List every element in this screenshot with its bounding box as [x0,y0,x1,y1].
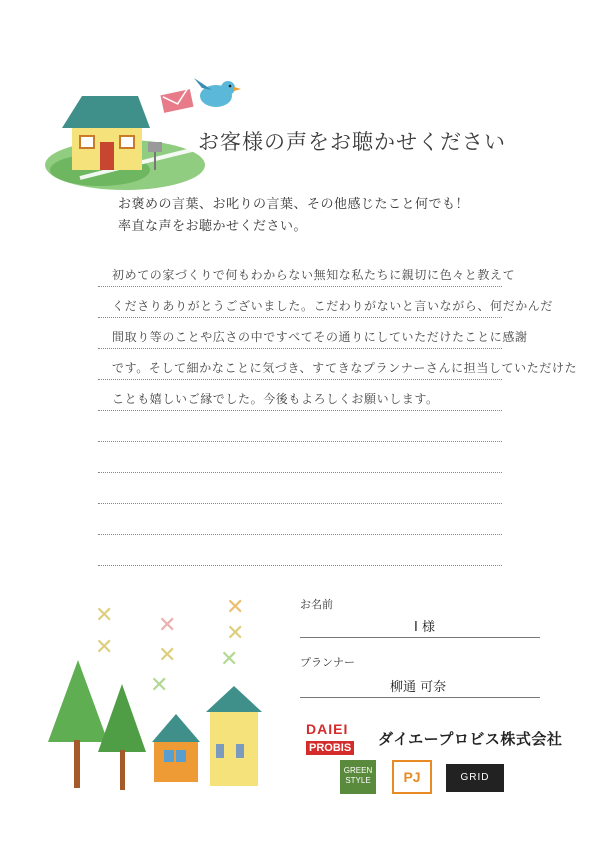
name-underline [300,637,540,638]
rule-line [98,472,502,473]
green-style-line2: STYLE [345,776,371,785]
grid-badge [446,764,504,792]
svg-text:✕: ✕ [220,647,239,672]
svg-text:✕: ✕ [95,603,114,628]
planner-underline [300,697,540,698]
logo-bottom: PROBIS [306,741,354,755]
svg-text:✕: ✕ [95,635,114,660]
bird-icon [192,72,242,112]
rule-line [98,410,502,411]
planner-label: プランナー [300,656,355,669]
svg-text:✕: ✕ [226,621,245,646]
rule-line [98,565,502,566]
svg-text:✕: ✕ [158,613,177,638]
company-name: ダイエープロビス株式会社 [378,730,563,748]
customer-name: I 様 [414,620,435,635]
pj-badge [392,760,432,794]
message-line-1: 初めての家づくりで何もわからない無知な私たちに親切に色々と教えて [112,268,516,282]
rule-line [98,503,502,504]
rule-line [98,286,502,287]
name-label: お名前 [300,598,333,611]
green-style-badge [340,760,376,794]
message-line-4: です。そして細かなことに気づき、すてきなプランナーさんに担当していただけた [112,361,578,375]
subtitle-line-2: 率直な声をお聴かせください。 [118,219,308,234]
envelope-icon [160,88,196,114]
planner-name: 柳通 可奈 [390,680,447,695]
grid-text: GRID [460,772,490,783]
page-title: お客様の声をお聴かせください [198,130,506,154]
rule-line [98,379,502,380]
svg-text:✕: ✕ [158,643,177,668]
message-line-5: ことも嬉しいご縁でした。今後もよろしくお願いします。 [112,392,439,406]
pj-text: PJ [403,769,421,785]
rule-line [98,317,502,318]
town-illustration [40,592,280,802]
logo-top: DAIEI [306,721,349,737]
message-line-3: 間取り等のことや広さの中ですべてその通りにしていただけたことに感謝 [112,330,528,344]
green-style-line1: GREEN [343,766,373,775]
rule-line [98,348,502,349]
rule-line [98,441,502,442]
company-logo [306,722,372,755]
svg-text:✕: ✕ [150,673,169,698]
rule-line [98,534,502,535]
message-line-2: くださりありがとうございました。こだわりがないと言いながら、何だかんだ [112,299,554,313]
subtitle-line-1: お褒めの言葉、お叱りの言葉、その他感じたこと何でも！ [118,197,470,212]
svg-text:✕: ✕ [226,595,245,620]
